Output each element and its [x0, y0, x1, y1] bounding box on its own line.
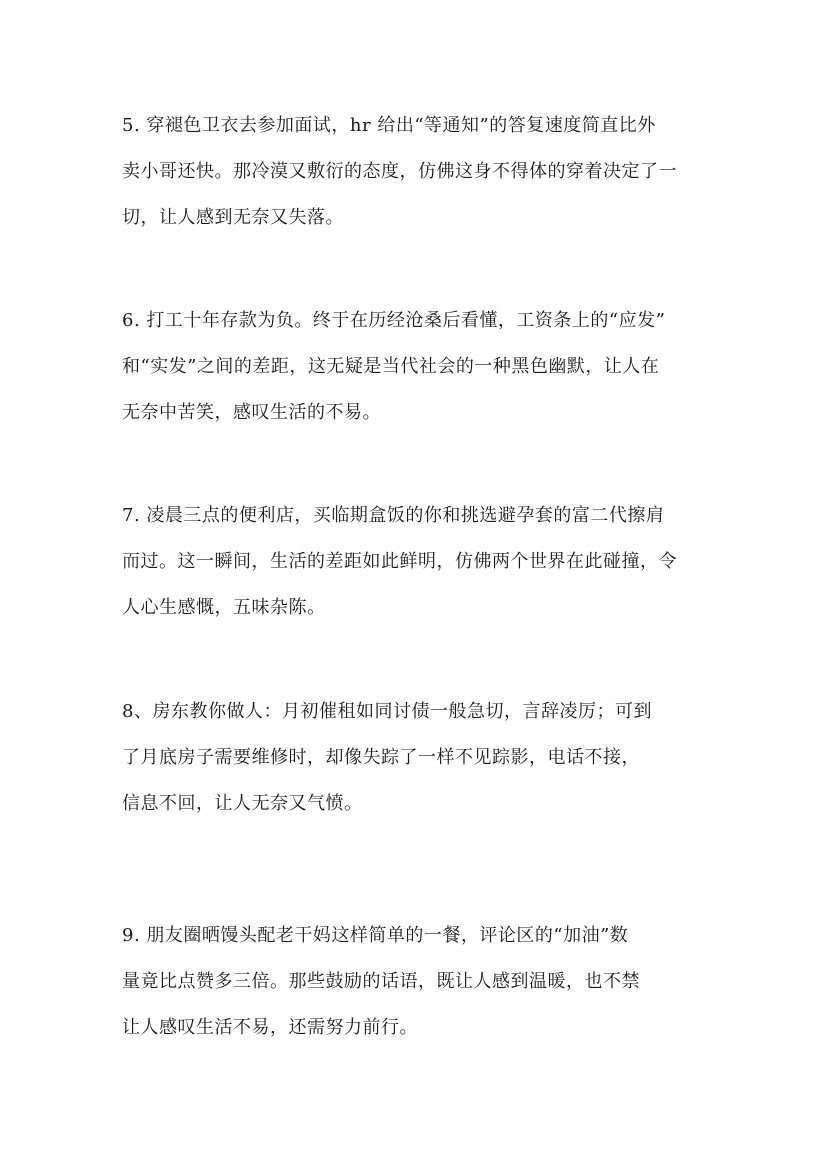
paragraph-line: 人心生感慨，五味杂陈。 [122, 597, 326, 618]
paragraph-8 [122, 689, 722, 827]
paragraph-line: 让人感叹生活不易，还需努力前行。 [122, 1017, 418, 1038]
paragraph-line: 7. 凌晨三点的便利店，买临期盒饭的你和挑选避孕套的富二代擦肩 [122, 505, 665, 526]
paragraph-5 [122, 103, 722, 241]
paragraph-line: 量竟比点赞多三倍。那些鼓励的话语，既让人感到温暖，也不禁 [122, 971, 640, 992]
paragraph-line: 卖小哥还快。那冷漠又敷衍的态度，仿佛这身不得体的穿着决定了一 [122, 161, 677, 182]
paragraph-7 [122, 493, 722, 631]
paragraph-line: 了月底房子需要维修时，却像失踪了一样不见踪影，电话不接， [122, 747, 640, 768]
paragraph-line: 6. 打工十年存款为负。终于在历经沧桑后看懂，工资条上的“应发” [122, 310, 666, 331]
paragraph-line: 和“实发”之间的差距，这无疑是当代社会的一种黑色幽默，让人在 [122, 356, 660, 377]
paragraph-line: 8、房东教你做人：月初催租如同讨债一般急切，言辞凌厉；可到 [122, 701, 652, 722]
paragraph-line: 5. 穿褪色卫衣去参加面试，hr 给出“等通知”的答复速度简直比外 [122, 115, 656, 136]
paragraph-line: 切，让人感到无奈又失落。 [122, 207, 344, 228]
paragraph-line: 信息不回，让人无奈又气愤。 [122, 793, 363, 814]
paragraph-line: 无奈中苦笑，感叹生活的不易。 [122, 402, 381, 423]
paragraph-9 [122, 913, 722, 1051]
paragraph-line: 而过。这一瞬间，生活的差距如此鲜明，仿佛两个世界在此碰撞，令 [122, 551, 677, 572]
paragraph-6 [122, 298, 722, 436]
paragraph-line: 9. 朋友圈晒馒头配老干妈这样简单的一餐，评论区的“加油”数 [122, 925, 629, 946]
